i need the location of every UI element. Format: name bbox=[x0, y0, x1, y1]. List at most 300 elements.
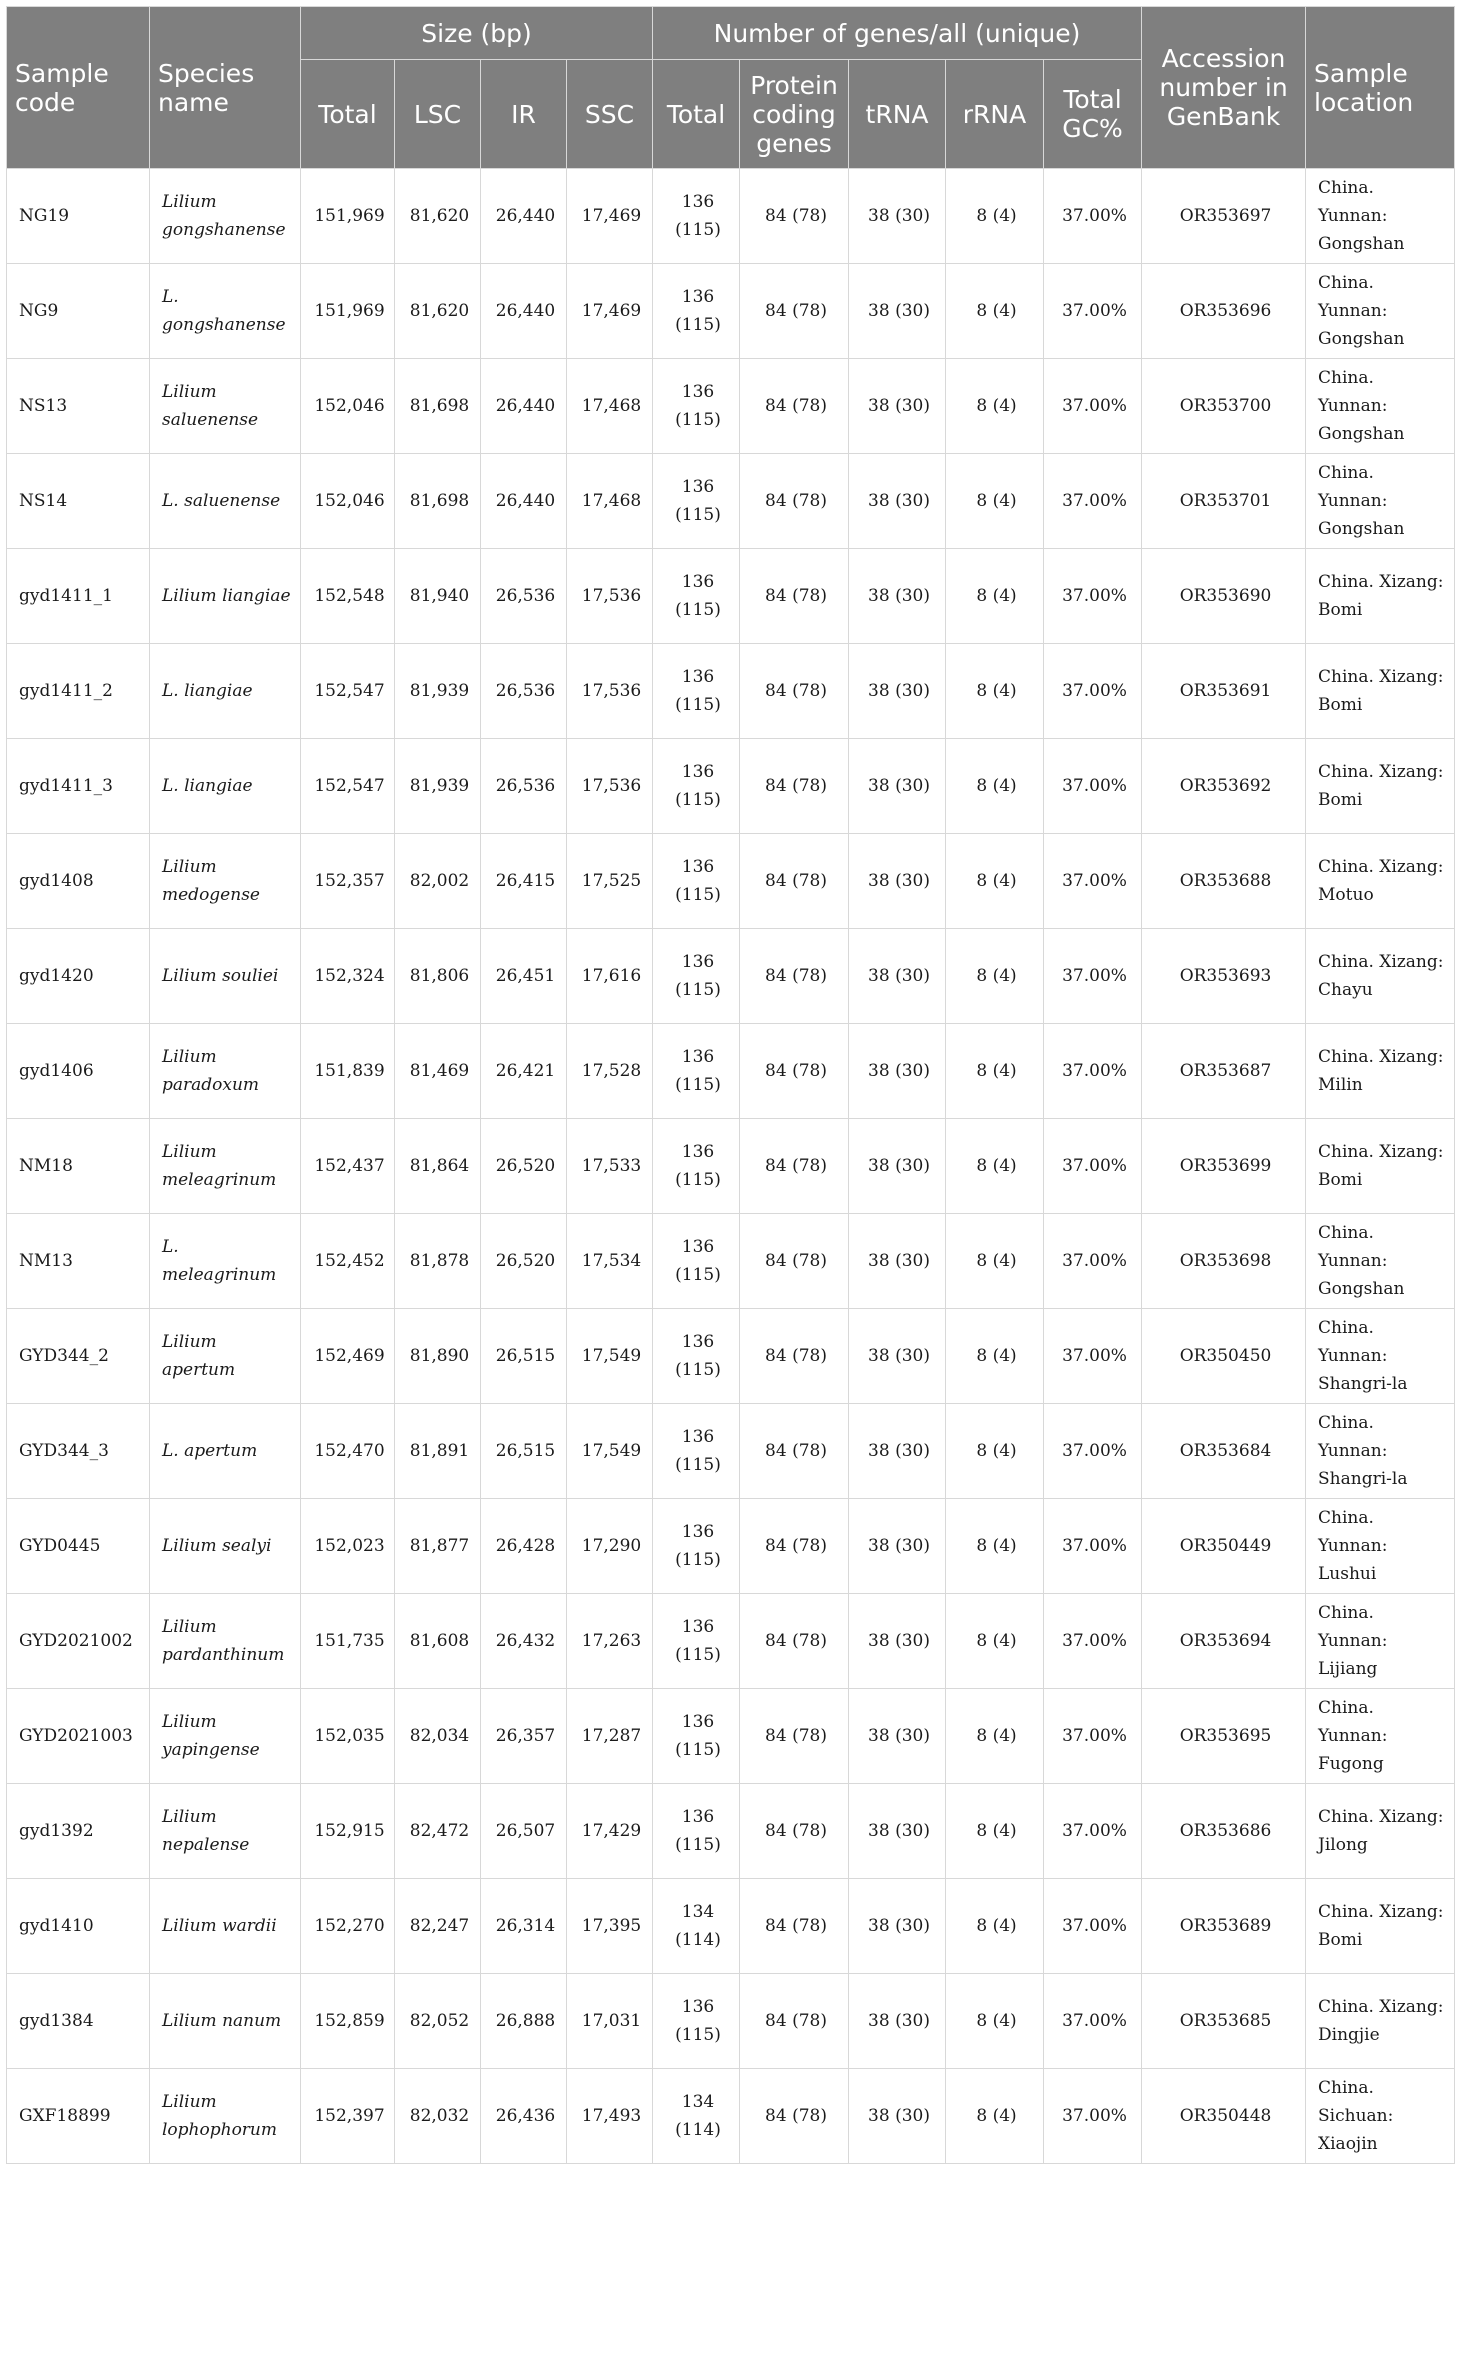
rrna-cell: 8 (4) bbox=[946, 264, 1044, 359]
species-name-cell: L. meleagrinum bbox=[150, 1214, 301, 1309]
trna-cell: 38 (30) bbox=[849, 454, 946, 549]
gc-cell: 37.00% bbox=[1044, 549, 1142, 644]
ir-cell: 26,436 bbox=[481, 2069, 567, 2164]
protein-coding-cell: 84 (78) bbox=[740, 1309, 849, 1404]
sample-code-cell: NG19 bbox=[7, 169, 150, 264]
trna-cell: 38 (30) bbox=[849, 1499, 946, 1594]
ssc-cell: 17,536 bbox=[567, 739, 653, 834]
trna-cell: 38 (30) bbox=[849, 169, 946, 264]
accession-cell: OR350449 bbox=[1142, 1499, 1306, 1594]
ssc-cell: 17,525 bbox=[567, 834, 653, 929]
total-genes-cell: 136 (115) bbox=[653, 1404, 740, 1499]
sample-location-cell: China. Yunnan: Gongshan bbox=[1306, 359, 1455, 454]
gc-cell: 37.00% bbox=[1044, 1879, 1142, 1974]
protein-coding-cell: 84 (78) bbox=[740, 549, 849, 644]
table-row bbox=[7, 1784, 1455, 1879]
ssc-cell: 17,429 bbox=[567, 1784, 653, 1879]
gc-cell: 37.00% bbox=[1044, 1594, 1142, 1689]
trna-cell: 38 (30) bbox=[849, 1689, 946, 1784]
accession-cell: OR353685 bbox=[1142, 1974, 1306, 2069]
total-size-cell: 152,270 bbox=[301, 1879, 395, 1974]
header-accession: Accession number in GenBank bbox=[1142, 7, 1306, 169]
table-row bbox=[7, 169, 1455, 264]
gc-cell: 37.00% bbox=[1044, 739, 1142, 834]
plastome-features-table bbox=[6, 6, 1455, 2164]
total-genes-cell: 134 (114) bbox=[653, 1879, 740, 1974]
table-row bbox=[7, 549, 1455, 644]
accession-cell: OR353688 bbox=[1142, 834, 1306, 929]
protein-coding-cell: 84 (78) bbox=[740, 1499, 849, 1594]
trna-cell: 38 (30) bbox=[849, 2069, 946, 2164]
sample-code-cell: GYD344_3 bbox=[7, 1404, 150, 1499]
species-name-cell: Lilium medogense bbox=[150, 834, 301, 929]
rrna-cell: 8 (4) bbox=[946, 739, 1044, 834]
species-name-cell: Lilium liangiae bbox=[150, 549, 301, 644]
gc-cell: 37.00% bbox=[1044, 1024, 1142, 1119]
ssc-cell: 17,528 bbox=[567, 1024, 653, 1119]
rrna-cell: 8 (4) bbox=[946, 1689, 1044, 1784]
total-size-cell: 152,437 bbox=[301, 1119, 395, 1214]
protein-coding-cell: 84 (78) bbox=[740, 1974, 849, 2069]
sample-location-cell: China. Yunnan: Lushui bbox=[1306, 1499, 1455, 1594]
lsc-cell: 81,877 bbox=[395, 1499, 481, 1594]
total-genes-cell: 136 (115) bbox=[653, 264, 740, 359]
protein-coding-cell: 84 (78) bbox=[740, 1689, 849, 1784]
ssc-cell: 17,468 bbox=[567, 359, 653, 454]
header-ir: IR bbox=[481, 60, 567, 169]
accession-cell: OR353697 bbox=[1142, 169, 1306, 264]
rrna-cell: 8 (4) bbox=[946, 644, 1044, 739]
total-genes-cell: 136 (115) bbox=[653, 1499, 740, 1594]
total-size-cell: 152,452 bbox=[301, 1214, 395, 1309]
protein-coding-cell: 84 (78) bbox=[740, 1879, 849, 1974]
lsc-cell: 81,620 bbox=[395, 169, 481, 264]
ssc-cell: 17,534 bbox=[567, 1214, 653, 1309]
ir-cell: 26,415 bbox=[481, 834, 567, 929]
species-name-cell: L. saluenense bbox=[150, 454, 301, 549]
sample-location-cell: China. Xizang: Jilong bbox=[1306, 1784, 1455, 1879]
gc-cell: 37.00% bbox=[1044, 1499, 1142, 1594]
lsc-cell: 81,878 bbox=[395, 1214, 481, 1309]
sample-code-cell: gyd1408 bbox=[7, 834, 150, 929]
gc-cell: 37.00% bbox=[1044, 1784, 1142, 1879]
rrna-cell: 8 (4) bbox=[946, 549, 1044, 644]
rrna-cell: 8 (4) bbox=[946, 1024, 1044, 1119]
accession-cell: OR353686 bbox=[1142, 1784, 1306, 1879]
species-name-cell: L. apertum bbox=[150, 1404, 301, 1499]
table-row bbox=[7, 454, 1455, 549]
protein-coding-cell: 84 (78) bbox=[740, 169, 849, 264]
lsc-cell: 81,940 bbox=[395, 549, 481, 644]
table-row bbox=[7, 1404, 1455, 1499]
lsc-cell: 81,939 bbox=[395, 739, 481, 834]
ir-cell: 26,440 bbox=[481, 359, 567, 454]
ssc-cell: 17,263 bbox=[567, 1594, 653, 1689]
header-total-genes: Total bbox=[653, 60, 740, 169]
sample-location-cell: China. Yunnan: Gongshan bbox=[1306, 1214, 1455, 1309]
sample-location-cell: China. Yunnan: Shangri-la bbox=[1306, 1309, 1455, 1404]
accession-cell: OR353687 bbox=[1142, 1024, 1306, 1119]
gc-cell: 37.00% bbox=[1044, 1119, 1142, 1214]
lsc-cell: 82,034 bbox=[395, 1689, 481, 1784]
total-genes-cell: 136 (115) bbox=[653, 359, 740, 454]
species-name-cell: Lilium saluenense bbox=[150, 359, 301, 454]
header-sample-code: Sample code bbox=[7, 7, 150, 169]
header-location: Sample location bbox=[1306, 7, 1455, 169]
trna-cell: 38 (30) bbox=[849, 1404, 946, 1499]
trna-cell: 38 (30) bbox=[849, 264, 946, 359]
sample-code-cell: NG9 bbox=[7, 264, 150, 359]
rrna-cell: 8 (4) bbox=[946, 1499, 1044, 1594]
rrna-cell: 8 (4) bbox=[946, 2069, 1044, 2164]
accession-cell: OR353693 bbox=[1142, 929, 1306, 1024]
total-size-cell: 152,046 bbox=[301, 359, 395, 454]
total-genes-cell: 136 (115) bbox=[653, 1784, 740, 1879]
trna-cell: 38 (30) bbox=[849, 1974, 946, 2069]
accession-cell: OR353701 bbox=[1142, 454, 1306, 549]
total-genes-cell: 136 (115) bbox=[653, 929, 740, 1024]
accession-cell: OR353684 bbox=[1142, 1404, 1306, 1499]
total-size-cell: 152,548 bbox=[301, 549, 395, 644]
ir-cell: 26,536 bbox=[481, 739, 567, 834]
table-row bbox=[7, 644, 1455, 739]
species-name-cell: Lilium sealyi bbox=[150, 1499, 301, 1594]
total-size-cell: 151,839 bbox=[301, 1024, 395, 1119]
species-name-cell: Lilium yapingense bbox=[150, 1689, 301, 1784]
table-row bbox=[7, 1594, 1455, 1689]
total-size-cell: 152,915 bbox=[301, 1784, 395, 1879]
sample-location-cell: China. Xizang: Bomi bbox=[1306, 739, 1455, 834]
sample-code-cell: gyd1406 bbox=[7, 1024, 150, 1119]
total-size-cell: 152,470 bbox=[301, 1404, 395, 1499]
sample-location-cell: China. Sichuan: Xiaojin bbox=[1306, 2069, 1455, 2164]
lsc-cell: 81,620 bbox=[395, 264, 481, 359]
sample-location-cell: China. Yunnan: Fugong bbox=[1306, 1689, 1455, 1784]
species-name-cell: L. liangiae bbox=[150, 739, 301, 834]
ir-cell: 26,357 bbox=[481, 1689, 567, 1784]
ssc-cell: 17,287 bbox=[567, 1689, 653, 1784]
sample-code-cell: NS14 bbox=[7, 454, 150, 549]
total-genes-cell: 134 (114) bbox=[653, 2069, 740, 2164]
rrna-cell: 8 (4) bbox=[946, 1974, 1044, 2069]
lsc-cell: 82,032 bbox=[395, 2069, 481, 2164]
sample-location-cell: China. Xizang: Bomi bbox=[1306, 1119, 1455, 1214]
header-gc: Total GC% bbox=[1044, 60, 1142, 169]
sample-code-cell: gyd1410 bbox=[7, 1879, 150, 1974]
total-genes-cell: 136 (115) bbox=[653, 454, 740, 549]
protein-coding-cell: 84 (78) bbox=[740, 1784, 849, 1879]
sample-location-cell: China. Xizang: Bomi bbox=[1306, 1879, 1455, 1974]
protein-coding-cell: 84 (78) bbox=[740, 739, 849, 834]
lsc-cell: 81,698 bbox=[395, 454, 481, 549]
ssc-cell: 17,469 bbox=[567, 169, 653, 264]
species-name-cell: Lilium souliei bbox=[150, 929, 301, 1024]
protein-coding-cell: 84 (78) bbox=[740, 644, 849, 739]
total-genes-cell: 136 (115) bbox=[653, 1974, 740, 2069]
accession-cell: OR353692 bbox=[1142, 739, 1306, 834]
total-size-cell: 152,023 bbox=[301, 1499, 395, 1594]
sample-location-cell: China. Yunnan: Gongshan bbox=[1306, 264, 1455, 359]
total-size-cell: 151,969 bbox=[301, 264, 395, 359]
gc-cell: 37.00% bbox=[1044, 1214, 1142, 1309]
lsc-cell: 82,052 bbox=[395, 1974, 481, 2069]
rrna-cell: 8 (4) bbox=[946, 834, 1044, 929]
trna-cell: 38 (30) bbox=[849, 1784, 946, 1879]
total-size-cell: 152,859 bbox=[301, 1974, 395, 2069]
header-ssc: SSC bbox=[567, 60, 653, 169]
total-genes-cell: 136 (115) bbox=[653, 1594, 740, 1689]
protein-coding-cell: 84 (78) bbox=[740, 834, 849, 929]
ssc-cell: 17,549 bbox=[567, 1309, 653, 1404]
ir-cell: 26,888 bbox=[481, 1974, 567, 2069]
ssc-cell: 17,031 bbox=[567, 1974, 653, 2069]
total-size-cell: 152,547 bbox=[301, 739, 395, 834]
table-row bbox=[7, 929, 1455, 1024]
header-species-name: Species name bbox=[150, 7, 301, 169]
table-row bbox=[7, 1309, 1455, 1404]
table-header bbox=[7, 7, 1455, 169]
trna-cell: 38 (30) bbox=[849, 929, 946, 1024]
rrna-cell: 8 (4) bbox=[946, 1309, 1044, 1404]
trna-cell: 38 (30) bbox=[849, 1879, 946, 1974]
ir-cell: 26,507 bbox=[481, 1784, 567, 1879]
sample-code-cell: gyd1384 bbox=[7, 1974, 150, 2069]
total-genes-cell: 136 (115) bbox=[653, 1689, 740, 1784]
table-row bbox=[7, 264, 1455, 359]
gc-cell: 37.00% bbox=[1044, 2069, 1142, 2164]
gc-cell: 37.00% bbox=[1044, 454, 1142, 549]
ir-cell: 26,536 bbox=[481, 549, 567, 644]
total-genes-cell: 136 (115) bbox=[653, 644, 740, 739]
rrna-cell: 8 (4) bbox=[946, 1214, 1044, 1309]
sample-code-cell: NS13 bbox=[7, 359, 150, 454]
total-genes-cell: 136 (115) bbox=[653, 1309, 740, 1404]
gc-cell: 37.00% bbox=[1044, 1309, 1142, 1404]
table-row bbox=[7, 1879, 1455, 1974]
sample-code-cell: NM18 bbox=[7, 1119, 150, 1214]
total-size-cell: 151,969 bbox=[301, 169, 395, 264]
trna-cell: 38 (30) bbox=[849, 359, 946, 454]
trna-cell: 38 (30) bbox=[849, 1594, 946, 1689]
sample-location-cell: China. Yunnan: Gongshan bbox=[1306, 169, 1455, 264]
total-size-cell: 152,046 bbox=[301, 454, 395, 549]
sample-location-cell: China. Xizang: Bomi bbox=[1306, 644, 1455, 739]
ssc-cell: 17,536 bbox=[567, 644, 653, 739]
gc-cell: 37.00% bbox=[1044, 1974, 1142, 2069]
accession-cell: OR353694 bbox=[1142, 1594, 1306, 1689]
species-name-cell: Lilium meleagrinum bbox=[150, 1119, 301, 1214]
lsc-cell: 81,939 bbox=[395, 644, 481, 739]
table-row bbox=[7, 1024, 1455, 1119]
sample-code-cell: NM13 bbox=[7, 1214, 150, 1309]
ssc-cell: 17,549 bbox=[567, 1404, 653, 1499]
trna-cell: 38 (30) bbox=[849, 1119, 946, 1214]
ir-cell: 26,451 bbox=[481, 929, 567, 1024]
protein-coding-cell: 84 (78) bbox=[740, 929, 849, 1024]
sample-code-cell: gyd1420 bbox=[7, 929, 150, 1024]
accession-cell: OR353699 bbox=[1142, 1119, 1306, 1214]
ssc-cell: 17,493 bbox=[567, 2069, 653, 2164]
sample-code-cell: gyd1411_1 bbox=[7, 549, 150, 644]
rrna-cell: 8 (4) bbox=[946, 169, 1044, 264]
accession-cell: OR353689 bbox=[1142, 1879, 1306, 1974]
accession-cell: OR353695 bbox=[1142, 1689, 1306, 1784]
protein-coding-cell: 84 (78) bbox=[740, 454, 849, 549]
ir-cell: 26,314 bbox=[481, 1879, 567, 1974]
species-name-cell: Lilium wardii bbox=[150, 1879, 301, 1974]
sample-code-cell: GYD2021003 bbox=[7, 1689, 150, 1784]
protein-coding-cell: 84 (78) bbox=[740, 1404, 849, 1499]
protein-coding-cell: 84 (78) bbox=[740, 1024, 849, 1119]
gc-cell: 37.00% bbox=[1044, 644, 1142, 739]
total-size-cell: 152,035 bbox=[301, 1689, 395, 1784]
ir-cell: 26,520 bbox=[481, 1119, 567, 1214]
lsc-cell: 81,806 bbox=[395, 929, 481, 1024]
ir-cell: 26,515 bbox=[481, 1309, 567, 1404]
sample-location-cell: China. Xizang: Chayu bbox=[1306, 929, 1455, 1024]
ir-cell: 26,440 bbox=[481, 169, 567, 264]
protein-coding-cell: 84 (78) bbox=[740, 264, 849, 359]
trna-cell: 38 (30) bbox=[849, 834, 946, 929]
species-name-cell: L. liangiae bbox=[150, 644, 301, 739]
gc-cell: 37.00% bbox=[1044, 834, 1142, 929]
sample-location-cell: China. Xizang: Motuo bbox=[1306, 834, 1455, 929]
table-row bbox=[7, 359, 1455, 454]
rrna-cell: 8 (4) bbox=[946, 1784, 1044, 1879]
table-row bbox=[7, 1689, 1455, 1784]
ir-cell: 26,440 bbox=[481, 454, 567, 549]
gc-cell: 37.00% bbox=[1044, 169, 1142, 264]
table-row bbox=[7, 834, 1455, 929]
table-row bbox=[7, 739, 1455, 834]
lsc-cell: 82,002 bbox=[395, 834, 481, 929]
rrna-cell: 8 (4) bbox=[946, 359, 1044, 454]
table-row bbox=[7, 2069, 1455, 2164]
total-genes-cell: 136 (115) bbox=[653, 1214, 740, 1309]
ir-cell: 26,520 bbox=[481, 1214, 567, 1309]
total-size-cell: 152,324 bbox=[301, 929, 395, 1024]
accession-cell: OR353696 bbox=[1142, 264, 1306, 359]
gc-cell: 37.00% bbox=[1044, 359, 1142, 454]
species-name-cell: Lilium nanum bbox=[150, 1974, 301, 2069]
header-total-size: Total bbox=[301, 60, 395, 169]
ir-cell: 26,421 bbox=[481, 1024, 567, 1119]
species-name-cell: Lilium apertum bbox=[150, 1309, 301, 1404]
protein-coding-cell: 84 (78) bbox=[740, 1594, 849, 1689]
header-protein-coding: Protein coding genes bbox=[740, 60, 849, 169]
total-genes-cell: 136 (115) bbox=[653, 834, 740, 929]
protein-coding-cell: 84 (78) bbox=[740, 1214, 849, 1309]
trna-cell: 38 (30) bbox=[849, 1024, 946, 1119]
table-row bbox=[7, 1974, 1455, 2069]
total-genes-cell: 136 (115) bbox=[653, 549, 740, 644]
total-size-cell: 151,735 bbox=[301, 1594, 395, 1689]
lsc-cell: 81,608 bbox=[395, 1594, 481, 1689]
header-size-group: Size (bp) bbox=[301, 7, 653, 60]
total-size-cell: 152,469 bbox=[301, 1309, 395, 1404]
rrna-cell: 8 (4) bbox=[946, 1594, 1044, 1689]
sample-code-cell: GYD2021002 bbox=[7, 1594, 150, 1689]
total-genes-cell: 136 (115) bbox=[653, 739, 740, 834]
sample-location-cell: China. Yunnan: Gongshan bbox=[1306, 454, 1455, 549]
total-genes-cell: 136 (115) bbox=[653, 1119, 740, 1214]
species-name-cell: Lilium pardanthinum bbox=[150, 1594, 301, 1689]
ir-cell: 26,428 bbox=[481, 1499, 567, 1594]
ssc-cell: 17,536 bbox=[567, 549, 653, 644]
species-name-cell: Lilium lophophorum bbox=[150, 2069, 301, 2164]
lsc-cell: 81,891 bbox=[395, 1404, 481, 1499]
rrna-cell: 8 (4) bbox=[946, 1879, 1044, 1974]
ssc-cell: 17,533 bbox=[567, 1119, 653, 1214]
lsc-cell: 81,890 bbox=[395, 1309, 481, 1404]
table-row bbox=[7, 1119, 1455, 1214]
ir-cell: 26,515 bbox=[481, 1404, 567, 1499]
protein-coding-cell: 84 (78) bbox=[740, 1119, 849, 1214]
sample-code-cell: GYD0445 bbox=[7, 1499, 150, 1594]
lsc-cell: 81,698 bbox=[395, 359, 481, 454]
header-lsc: LSC bbox=[395, 60, 481, 169]
trna-cell: 38 (30) bbox=[849, 644, 946, 739]
trna-cell: 38 (30) bbox=[849, 739, 946, 834]
species-name-cell: Lilium paradoxum bbox=[150, 1024, 301, 1119]
lsc-cell: 82,472 bbox=[395, 1784, 481, 1879]
gc-cell: 37.00% bbox=[1044, 264, 1142, 359]
table-row bbox=[7, 1214, 1455, 1309]
sample-location-cell: China. Xizang: Milin bbox=[1306, 1024, 1455, 1119]
sample-code-cell: gyd1411_3 bbox=[7, 739, 150, 834]
gc-cell: 37.00% bbox=[1044, 1404, 1142, 1499]
sample-location-cell: China. Xizang: Bomi bbox=[1306, 549, 1455, 644]
ssc-cell: 17,616 bbox=[567, 929, 653, 1024]
trna-cell: 38 (30) bbox=[849, 1214, 946, 1309]
table-row bbox=[7, 1499, 1455, 1594]
ssc-cell: 17,469 bbox=[567, 264, 653, 359]
header-genes-group: Number of genes/all (unique) bbox=[653, 7, 1142, 60]
rrna-cell: 8 (4) bbox=[946, 929, 1044, 1024]
species-name-cell: Lilium gongshanense bbox=[150, 169, 301, 264]
sample-code-cell: gyd1411_2 bbox=[7, 644, 150, 739]
ssc-cell: 17,468 bbox=[567, 454, 653, 549]
ssc-cell: 17,290 bbox=[567, 1499, 653, 1594]
header-trna: tRNA bbox=[849, 60, 946, 169]
total-size-cell: 152,397 bbox=[301, 2069, 395, 2164]
accession-cell: OR350448 bbox=[1142, 2069, 1306, 2164]
ssc-cell: 17,395 bbox=[567, 1879, 653, 1974]
gc-cell: 37.00% bbox=[1044, 1689, 1142, 1784]
sample-code-cell: GXF18899 bbox=[7, 2069, 150, 2164]
rrna-cell: 8 (4) bbox=[946, 1404, 1044, 1499]
species-name-cell: L. gongshanense bbox=[150, 264, 301, 359]
total-genes-cell: 136 (115) bbox=[653, 1024, 740, 1119]
sample-location-cell: China. Yunnan: Lijiang bbox=[1306, 1594, 1455, 1689]
accession-cell: OR350450 bbox=[1142, 1309, 1306, 1404]
lsc-cell: 82,247 bbox=[395, 1879, 481, 1974]
protein-coding-cell: 84 (78) bbox=[740, 359, 849, 454]
table-body bbox=[7, 169, 1455, 2164]
lsc-cell: 81,864 bbox=[395, 1119, 481, 1214]
header-rrna: rRNA bbox=[946, 60, 1044, 169]
total-genes-cell: 136 (115) bbox=[653, 169, 740, 264]
lsc-cell: 81,469 bbox=[395, 1024, 481, 1119]
trna-cell: 38 (30) bbox=[849, 549, 946, 644]
protein-coding-cell: 84 (78) bbox=[740, 2069, 849, 2164]
accession-cell: OR353700 bbox=[1142, 359, 1306, 454]
ir-cell: 26,536 bbox=[481, 644, 567, 739]
table-container bbox=[6, 6, 1454, 2164]
sample-code-cell: GYD344_2 bbox=[7, 1309, 150, 1404]
ir-cell: 26,432 bbox=[481, 1594, 567, 1689]
sample-location-cell: China. Yunnan: Shangri-la bbox=[1306, 1404, 1455, 1499]
